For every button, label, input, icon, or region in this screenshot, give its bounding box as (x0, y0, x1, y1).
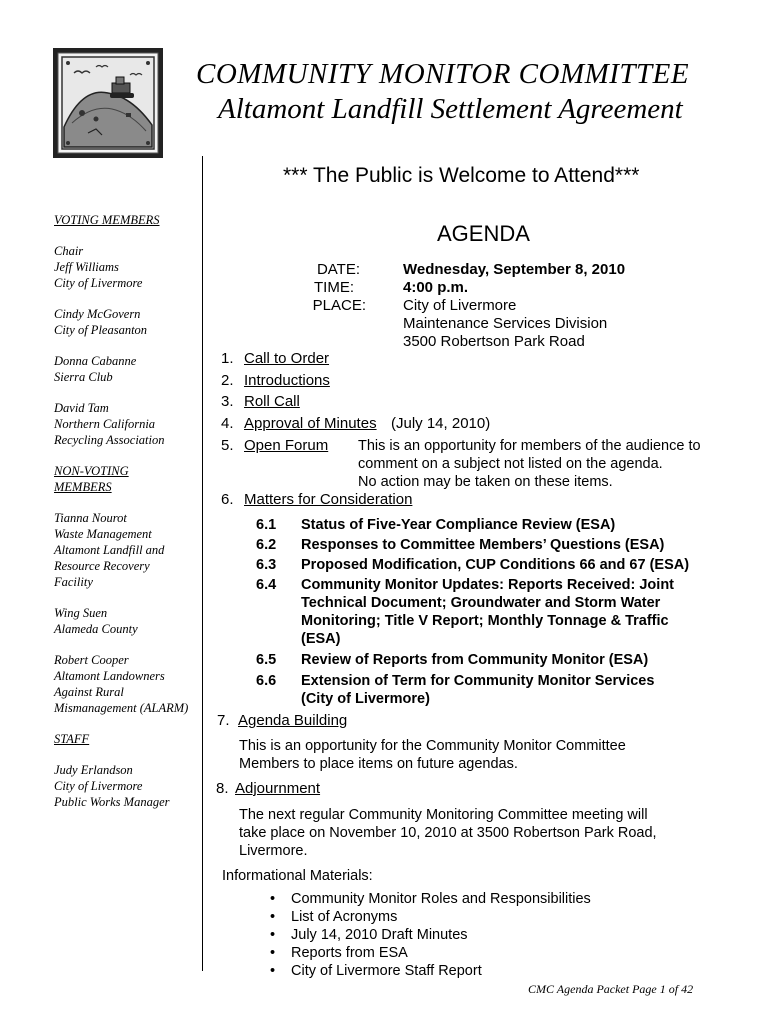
agenda-heading: AGENDA (437, 221, 530, 246)
agenda-item: 4. Approval of Minutes (July 14, 2010) (221, 415, 491, 432)
agenda-item-title: Adjournment (235, 780, 321, 797)
open-forum-note: comment on a subject not listed on the agenda. (358, 456, 663, 472)
agenda-item-title: Matters for Consideration (244, 491, 413, 508)
committee-subtitle: Altamont Landfill Settlement Agreement (218, 93, 683, 125)
committee-title: COMMUNITY MONITOR COMMITTEE (196, 58, 690, 90)
sub-item-title: Status of Five-Year Compliance Review (ESA) (301, 517, 616, 533)
member-name: Tianna Nourot (54, 511, 127, 525)
member-org: Facility (54, 575, 93, 589)
member-entry (54, 400, 199, 448)
sub-item-number: 6.2 (256, 537, 277, 553)
open-forum-note: This is an opportunity for members of the audience to (358, 438, 701, 454)
member-name: David Tam (54, 401, 109, 415)
member-org: Altamont Landfill and (54, 543, 165, 557)
voting-members-heading: VOTING MEMBERS (54, 213, 160, 227)
member-org: City of Pleasanton (54, 323, 148, 337)
member-entry (54, 306, 199, 338)
sub-item-title: (ESA) (301, 631, 341, 647)
member-org: City of Livermore (54, 276, 143, 290)
informational-heading: Informational Materials: (222, 868, 373, 884)
agenda-item: 6. Matters for Consideration (221, 491, 413, 508)
member-entry (54, 353, 199, 385)
member-entry (54, 243, 199, 291)
committee-logo (52, 47, 164, 159)
member-name: Donna Cabanne (54, 354, 137, 368)
agenda-item-title: Approval of Minutes (244, 415, 377, 432)
sub-item-title: Responses to Committee Members’ Questions (ESA) (301, 537, 665, 553)
sub-item-title: Extension of Term for Community Monitor Services (301, 673, 655, 689)
member-org: Northern California (54, 417, 156, 431)
member-sidebar (54, 212, 199, 825)
member-org: Recycling Association (54, 433, 165, 447)
open-forum-note: No action may be taken on these items. (358, 474, 613, 490)
member-entry (54, 762, 199, 810)
agenda-item: 7. Agenda Building (217, 712, 348, 729)
non-voting-heading: NON-VOTING (54, 464, 129, 478)
sub-item-number: 6.1 (256, 517, 277, 533)
agenda-item: 8. Adjournment (216, 780, 321, 797)
member-org: Sierra Club (54, 370, 113, 384)
time-label: TIME: (314, 279, 354, 296)
member-entry (54, 652, 199, 716)
member-org: Alameda County (54, 622, 138, 636)
member-entry (54, 510, 199, 590)
agenda-item-title: Roll Call (244, 393, 300, 410)
member-org: Against Rural (54, 685, 124, 699)
agenda-item: 5. Open Forum (221, 437, 329, 454)
adjournment-note: The next regular Community Monitoring Committee meeting will (239, 807, 648, 823)
agenda-item-title: Open Forum (244, 437, 329, 454)
member-name: Wing Suen (54, 606, 108, 620)
list-item: • Reports from ESA (270, 945, 408, 961)
date-label: DATE: (316, 261, 360, 278)
agenda-item: 3. Roll Call (221, 393, 300, 410)
adjournment-note: Livermore. (239, 843, 308, 859)
member-org: Waste Management (54, 527, 152, 541)
date-value: Wednesday, September 8, 2010 (403, 261, 626, 278)
place-line: Maintenance Services Division (403, 315, 608, 332)
agenda-building-note: Members to place items on future agendas. (239, 756, 518, 772)
member-name: Robert Cooper (54, 653, 129, 667)
member-name: Cindy McGovern (54, 307, 141, 321)
list-item: • List of Acronyms (270, 909, 398, 925)
sub-item-title: Proposed Modification, CUP Conditions 66 and 67 (ESA) (301, 557, 690, 573)
list-item: • City of Livermore Staff Report (270, 963, 482, 979)
member-org: Resource Recovery (54, 559, 150, 573)
public-welcome: *** The Public is Welcome to Attend*** (283, 164, 640, 187)
staff-heading: STAFF (54, 732, 90, 746)
time-value: 4:00 p.m. (403, 279, 469, 296)
agenda-item-note: (July 14, 2010) (391, 415, 491, 432)
sub-item-title: Community Monitor Updates: Reports Received: Joint (301, 577, 675, 593)
member-name: Judy Erlandson (54, 763, 133, 777)
sub-item-number: 6.5 (256, 652, 277, 668)
agenda-building-note: This is an opportunity for the Community Monitor Committee (239, 738, 626, 754)
sub-item-title: (City of Livermore) (301, 691, 430, 707)
place-line: City of Livermore (403, 297, 517, 314)
sub-item-number: 6.6 (256, 673, 277, 689)
member-role: Chair (54, 244, 84, 258)
sub-item-number: 6.4 (256, 577, 277, 593)
list-item: • July 14, 2010 Draft Minutes (270, 927, 468, 943)
agenda-item: 1. Call to Order (221, 350, 330, 367)
place-line: 3500 Robertson Park Road (403, 333, 585, 350)
sub-item-number: 6.3 (256, 557, 277, 573)
agenda-item: 2. Introductions (221, 372, 330, 389)
column-divider (202, 156, 203, 971)
member-org: City of Livermore (54, 779, 143, 793)
agenda-item-title: Agenda Building (238, 712, 348, 729)
member-org: Mismanagement (ALARM) (54, 701, 189, 715)
list-item: • Community Monitor Roles and Responsibilities (270, 891, 591, 907)
member-entry (54, 605, 199, 637)
place-label: PLACE: (312, 297, 366, 314)
sub-item-title: Monitoring; Title V Report; Monthly Tonnage & Traffic (301, 613, 669, 629)
member-org: Public Works Manager (54, 795, 170, 809)
sub-item-title: Review of Reports from Community Monitor (ESA) (301, 652, 649, 668)
sub-item-title: Technical Document; Groundwater and Storm Water (301, 595, 661, 611)
non-voting-heading: MEMBERS (54, 480, 112, 494)
page-footer: CMC Agenda Packet Page 1 of 42 (528, 982, 694, 996)
agenda-item-title: Introductions (244, 372, 330, 389)
member-org: Altamont Landowners (54, 669, 165, 683)
adjournment-note: take place on November 10, 2010 at 3500 Robertson Park Road, (239, 825, 657, 841)
member-name: Jeff Williams (54, 260, 119, 274)
informational-list (270, 890, 591, 980)
agenda-item-title: Call to Order (244, 350, 330, 367)
